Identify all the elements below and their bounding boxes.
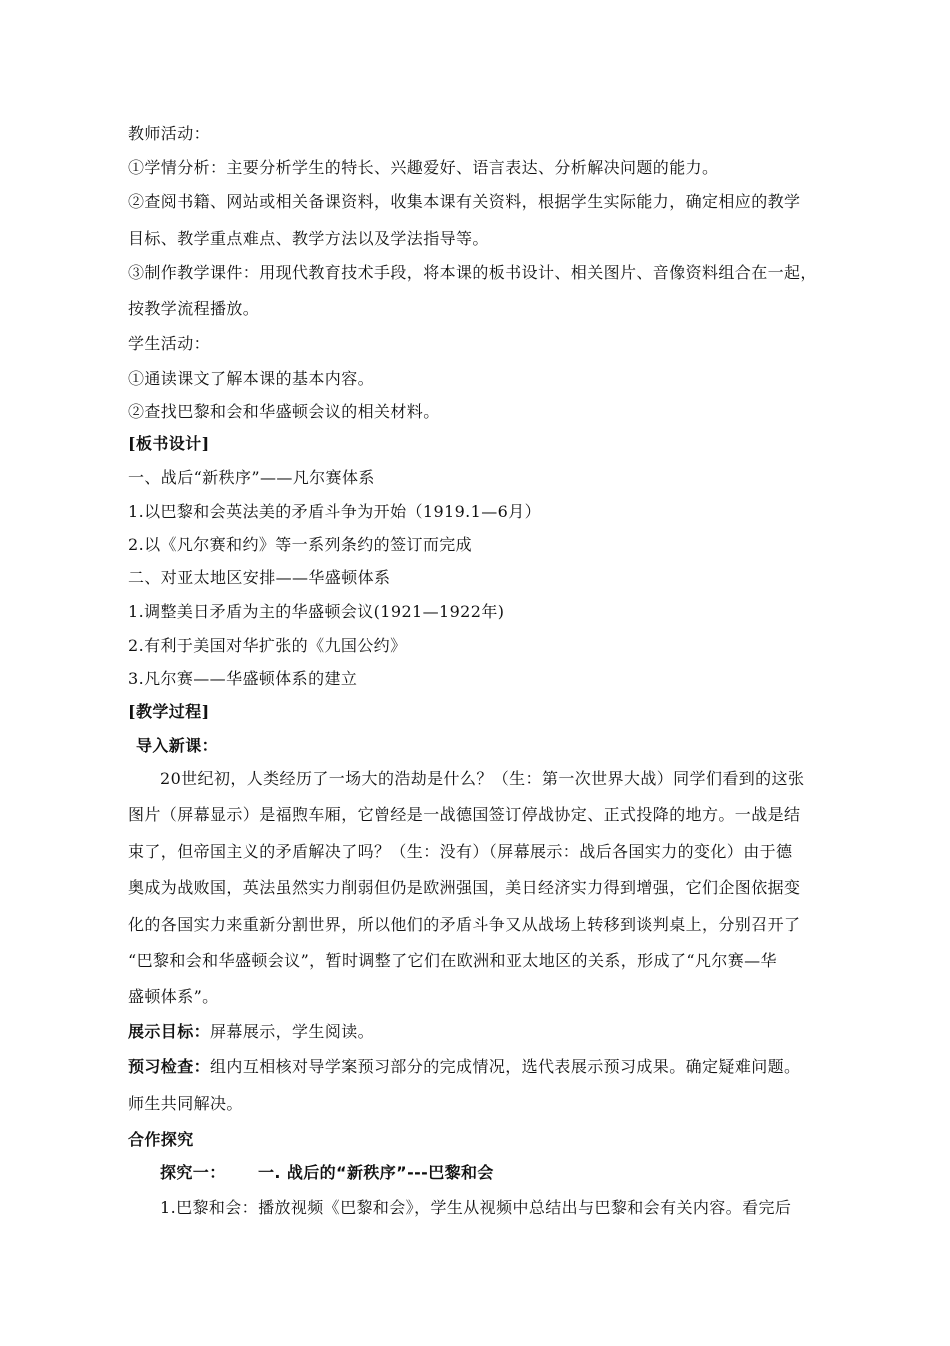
preview-check-line-2: 师生共同解决。 (128, 1094, 243, 1113)
board-design-line: 一、战后“新秩序”——凡尔赛体系 (128, 468, 375, 487)
teacher-activity-item-3-line-1: ③制作教学课件：用现代教育技术手段，将本课的板书设计、相关图片、音像资料组合在一起， (128, 263, 817, 282)
explore-1-label: 探究一： (160, 1163, 226, 1182)
intro-paragraph-line: 束了，但帝国主义的矛盾解决了吗？（生：没有）（屏幕展示：战后各国实力的变化）由于德 (128, 842, 793, 861)
board-design-line: 3.凡尔赛——华盛顿体系的建立 (128, 669, 358, 688)
intro-heading: 导入新课： (136, 736, 219, 755)
intro-paragraph-line: 盛顿体系”。 (128, 987, 219, 1006)
preview-check-text: 组内互相核对导学案预习部分的完成情况，选代表展示预习成果。确定疑难问题。 (210, 1057, 801, 1076)
board-design-heading: [板书设计] (128, 434, 210, 453)
board-design-line: 2.有利于美国对华扩张的《九国公约》 (128, 636, 407, 655)
preview-check-label: 预习检查： (128, 1057, 211, 1076)
intro-paragraph-line: 20世纪初，人类经历了一场大的浩劫是什么？（生：第一次世界大战）同学们看到的这张 (160, 769, 805, 788)
student-activity-heading: 学生活动： (128, 334, 211, 353)
teaching-process-heading: [教学过程] (128, 702, 210, 721)
intro-paragraph-line: 奥成为战败国，英法虽然实力削弱但仍是欧洲强国，美日经济实力得到增强，它们企图依据变 (128, 878, 801, 897)
board-design-line: 1.以巴黎和会英法美的矛盾斗争为开始（1919.1—6月） (128, 502, 542, 521)
teacher-activity-item-2-line-2: 目标、教学重点难点、教学方法以及学法指导等。 (128, 229, 489, 248)
teacher-activity-item-1: ①学情分析：主要分析学生的特长、兴趣爱好、语言表达、分析解决问题的能力。 (128, 158, 719, 177)
intro-paragraph-line: 图片（屏幕显示）是福煦车厢，它曾经是一战德国签订停战协定、正式投降的地方。一战是结 (128, 805, 801, 824)
display-goal-line (128, 1022, 828, 1042)
paris-conference-line: 1.巴黎和会：播放视频《巴黎和会》，学生从视频中总结出与巴黎和会有关内容。看完后 (160, 1198, 792, 1217)
student-activity-item-2: ②查找巴黎和会和华盛顿会议的相关材料。 (128, 402, 440, 421)
display-goal-label: 展示目标： (128, 1022, 211, 1041)
board-design-line: 二、对亚太地区安排——华盛顿体系 (128, 568, 391, 587)
board-design-line: 2.以《凡尔赛和约》等一系列条约的签订而完成 (128, 535, 473, 554)
teacher-activity-item-3-line-2: 按教学流程播放。 (128, 299, 260, 318)
display-goal-text: 屏幕展示，学生阅读。 (210, 1022, 375, 1041)
explore-1-title: 一. 战后的“新秩序”---巴黎和会 (258, 1163, 494, 1182)
student-activity-item-1: ①通读课文了解本课的基本内容。 (128, 369, 375, 388)
cooperative-inquiry-heading: 合作探究 (128, 1130, 194, 1149)
board-design-line: 1.调整美日矛盾为主的华盛顿会议(1921—1922年) (128, 602, 505, 621)
teacher-activity-heading: 教师活动： (128, 124, 211, 143)
teacher-activity-item-2-line-1: ②查阅书籍、网站或相关备课资料，收集本课有关资料，根据学生实际能力，确定相应的教学 (128, 192, 801, 211)
intro-paragraph-line: 化的各国实力来重新分割世界，所以他们的矛盾斗争又从战场上转移到谈判桌上，分别召开了 (128, 915, 801, 934)
preview-check-line (128, 1057, 828, 1077)
intro-paragraph-line: “巴黎和会和华盛顿会议”，暂时调整了它们在欧洲和亚太地区的关系，形成了“凡尔赛—华 (128, 951, 777, 970)
